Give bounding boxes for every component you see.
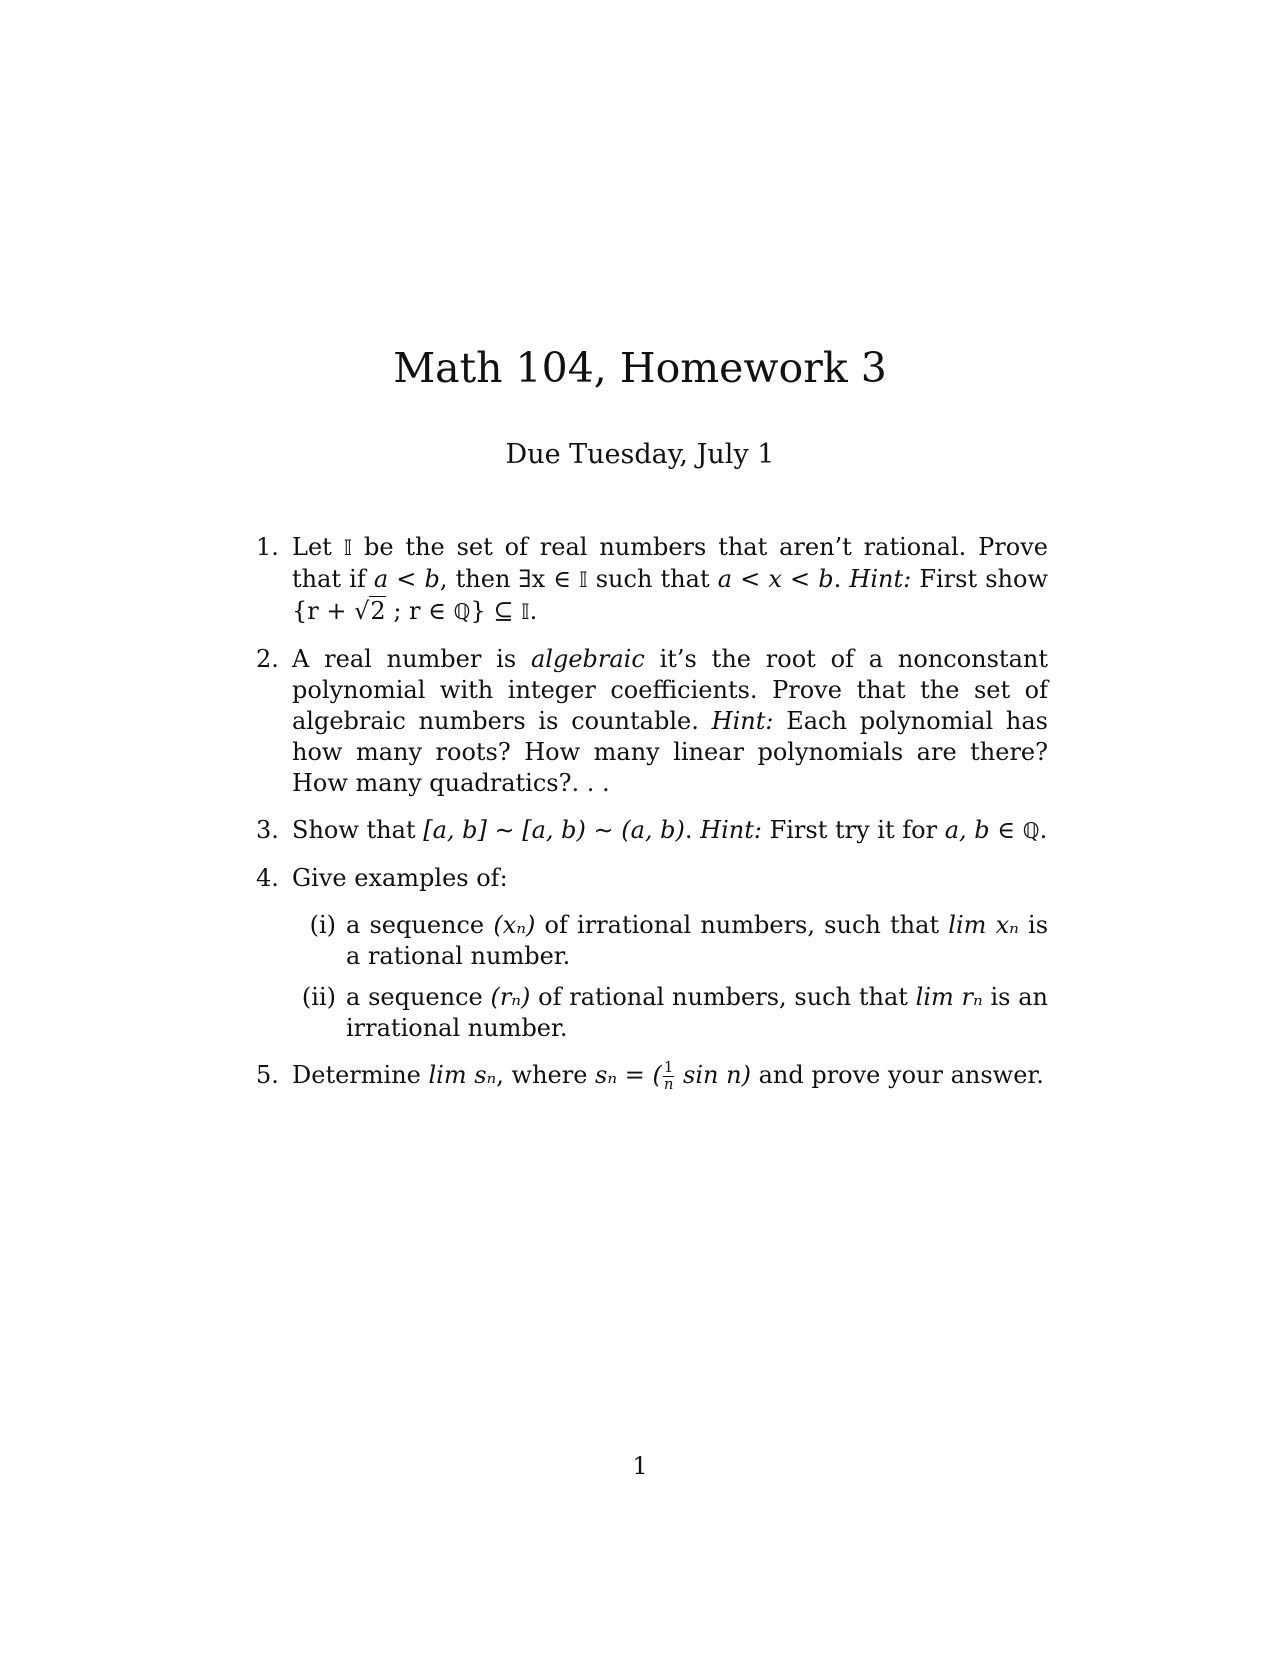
problem-3 xyxy=(256,815,1048,847)
problem-text: Determine lim sₙ, where sₙ = ( $\frac{1}{n}$ sin n) and prove your answer. xyxy=(292,1058,1044,1093)
subitem-text: a sequence (xₙ) of irrational numbers, such that lim xₙ is a rational number. xyxy=(346,911,1049,970)
problem-5 xyxy=(256,1060,1048,1093)
page-title: Math 104, Homework 3 xyxy=(393,344,887,392)
problem-list xyxy=(256,532,1048,1109)
problem-text: Show that [a, b] ∼ [a, b) ∼ (a, b). Hint: First try it for a, b ∈ ℚ. xyxy=(292,816,1048,844)
problem-number: 1. xyxy=(256,533,279,561)
subitem-list xyxy=(292,910,1048,1044)
emphasis-term: algebraic xyxy=(530,645,645,673)
math-expression: [a, b] ∼ [a, b) ∼ (a, b) xyxy=(423,816,685,844)
fraction: $\frac{1}{n}$ xyxy=(663,1058,674,1093)
problem-text: A real number is algebraic it’s the root of a nonconstant polynomial with integer coefficients. Prove that the set of algebraic numbers is countable. Hint: Each polynomial has how many roots? How many linear polynomials are there? How many quadratics?. . . xyxy=(292,645,1048,797)
sqrt-radicand: 2 xyxy=(370,597,386,625)
problem-text: Give examples of: xyxy=(292,864,508,892)
subitem-number: (ii) xyxy=(301,983,336,1011)
problem-number: 5. xyxy=(256,1061,279,1089)
sqrt-symbol: √ xyxy=(354,597,370,625)
subitem-i xyxy=(292,910,1048,972)
math-inequality: a < x < b xyxy=(717,565,834,593)
problem-text: Let 𝕀 be the set of real numbers that aren’t rational. Prove that if a < b, then ∃x ∈ 𝕀 such that a < x < b. Hint: First show {r + √2 ; r ∈ ℚ} ⊆ 𝕀. xyxy=(292,533,1048,625)
problem-number: 3. xyxy=(256,816,279,844)
problem-number: 2. xyxy=(256,645,279,673)
hint-label: Hint: xyxy=(849,565,912,593)
math-condition: a < b xyxy=(373,565,440,593)
problem-2 xyxy=(256,644,1048,799)
problem-1 xyxy=(256,532,1048,628)
page-number: 1 xyxy=(632,1452,648,1480)
rationals-symbol: ℚ xyxy=(1022,819,1040,844)
irrationals-symbol: 𝕀 xyxy=(343,536,353,561)
problem-4 xyxy=(256,863,1048,1044)
subitem-ii xyxy=(292,982,1048,1044)
problem-number: 4. xyxy=(256,864,279,892)
rationals-symbol: ℚ xyxy=(453,600,471,625)
hint-label: Hint: xyxy=(711,707,774,735)
hint-label: Hint: xyxy=(700,816,762,844)
due-date: Due Tuesday, July 1 xyxy=(505,439,775,470)
subitem-number: (i) xyxy=(309,911,336,939)
subitem-text: a sequence (rₙ) of rational numbers, such that lim rₙ is an irrational number. xyxy=(346,983,1049,1042)
